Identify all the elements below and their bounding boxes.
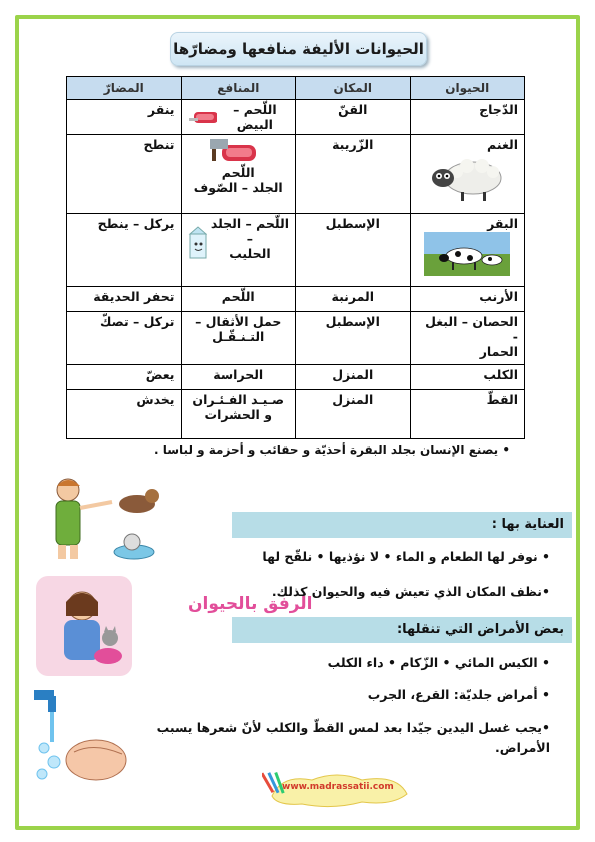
cell-animal [410,312,525,365]
cell-harms: ينقر [67,100,182,135]
cell-benefits: الحراسة [181,365,296,390]
cell-harms: يخدش [67,390,182,439]
cell-animal: القطّ [410,390,525,439]
benefits-line-1: حمل الأثقال – [195,314,282,329]
cell-benefits [181,100,296,135]
table-row [67,135,525,214]
hand-washing-illustration [34,682,134,792]
benefits-line-1: صـيـد الفـئـران [192,392,285,407]
cell-harms: تركل – تصكّ [67,312,182,365]
cell-place: القنّ [296,100,411,135]
cell-harms: يعضّ [67,365,182,390]
care-line-1: • نوفر لها الطعام و الماء • لا نؤذيها • نلقّح لها [262,549,550,564]
cell-animal: الكلب [410,365,525,390]
benefits-line-2: الجلد – الصّوف [193,180,283,195]
diseases-line-1: • الكيس المائي • الزّكام • داء الكلب [327,655,550,670]
girl-feeding-pets-illustration [42,472,162,567]
diseases-line-4: الأمراض. [495,740,550,755]
girl-with-cat-illustration [36,576,132,676]
website-url: www.madrassatii.com [282,782,394,792]
cell-place: الإسطبل [296,312,411,365]
milk-carton-icon [188,226,207,260]
header-harms: المضارّ [67,77,182,100]
diseases-line-2: • أمراض جلديّة: القرع، الجرب [367,687,550,702]
cell-place: الزّريبة [296,135,411,214]
cell-benefits [181,214,296,287]
kindness-to-animals-caption: الرفق بالحيوان [188,594,313,614]
benefits-line-2: و الحشرات [204,407,272,422]
header-place: المكان [296,77,411,100]
cell-place: الإسطبل [296,214,411,287]
table-row [67,390,525,439]
animals-table [66,76,525,439]
table-row [67,214,525,287]
cell-animal [410,214,525,287]
page-title: الحيوانات الأليفة منافعها ومضارّها [170,32,427,66]
cell-benefits [181,135,296,214]
benefits-line-2: التـنـقّـل [212,329,265,344]
cell-animal [410,135,525,214]
table-row [67,312,525,365]
animal-line-2: الحمار [479,344,518,359]
cell-animal: الأرنب [410,287,525,312]
care-heading: العناية بها : [232,512,572,538]
table-row [67,365,525,390]
sheep-icon [427,154,507,202]
animal-text: البقر [487,216,518,231]
cell-harms: تحفر الحديقة [67,287,182,312]
diseases-heading: بعض الأمراض التي تنقلها: [232,617,572,643]
cell-place: المنزل [296,390,411,439]
cell-harms: تنطح [67,135,182,214]
cell-place: المنزل [296,365,411,390]
benefits-line-1: اللّحم – الجلد – [210,216,289,246]
animal-line-1: الحصان – البغل - [425,314,518,344]
cell-benefits: اللّحم [181,287,296,312]
leather-note: • يصنع الإنسان بجلد البقرة أحذيّة و حقائب و أحزمة و لباسا . [154,443,510,457]
table-row [67,100,525,135]
animal-text: الغنم [487,137,518,152]
diseases-line-3: •يجب غسل اليدين جيّدا بعد لمس القطّ والكلب لأنّ شعرها يسبب [156,720,550,735]
table-header-row [67,77,525,100]
cell-benefits [181,312,296,365]
cell-animal: الدّجاج [410,100,525,135]
benefits-line-1: اللّحم [221,165,255,180]
meat-icon [188,108,217,126]
cell-harms: يركل – ينطح [67,214,182,287]
header-benefits: المنافع [181,77,296,100]
header-animal: الحيوان [410,77,525,100]
benefits-text: اللّحم – البيض [233,102,277,132]
benefits-line-2: الحليب [229,246,271,261]
table-row [67,287,525,312]
care-line-2: •نظف المكان الذي تعيش فيه والحيوان كذلك. [271,584,550,599]
meat-cleaver-icon [208,137,268,165]
cell-place: المرنبة [296,287,411,312]
cell-benefits [181,390,296,439]
cow-photo-icon [424,232,510,276]
